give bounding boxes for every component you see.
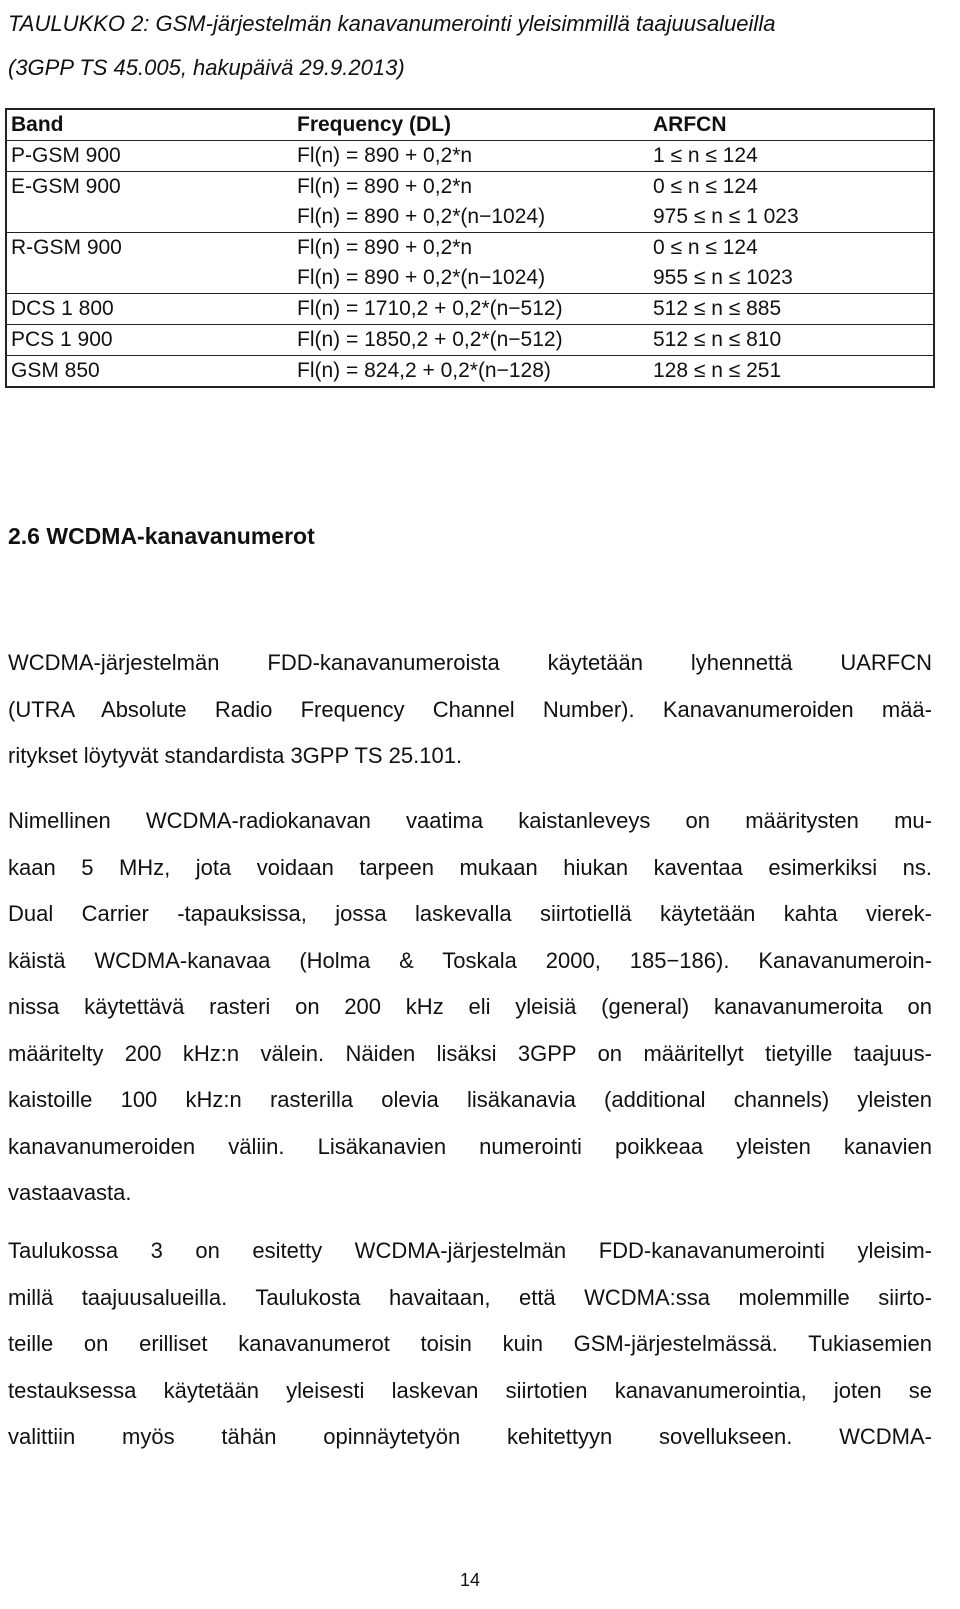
frequency-formula: Fl(n) = 890 + 0,2*n xyxy=(297,236,473,259)
paragraph-2 xyxy=(8,798,932,1217)
paragraph-1 xyxy=(8,640,932,780)
arfcn-cell xyxy=(649,233,934,294)
paragraph-line: kaistoille 100 kHz:n rasterilla olevia lisäkanavia (additional channels) yleisten xyxy=(8,1087,932,1112)
arfcn-range: 0 ≤ n ≤ 124 xyxy=(653,175,758,198)
frequency-cell xyxy=(293,294,649,325)
paragraph-line: (UTRA Absolute Radio Frequency Channel Number). Kanavanumeroiden mää- xyxy=(8,696,932,722)
paragraph-line: Nimellinen WCDMA-radiokanavan vaatima kaistanleveys on määritysten mu- xyxy=(8,808,932,833)
table-caption xyxy=(8,2,948,90)
arfcn-range: 975 ≤ n ≤ 1 023 xyxy=(653,205,799,228)
arfcn-cell xyxy=(649,141,934,172)
arfcn-cell xyxy=(649,294,934,325)
frequency-formula: Fl(n) = 890 + 0,2*(n−1024) xyxy=(297,205,546,228)
paragraph-line: valittiin myös tähän opinnäytetyön kehitettyyn sovellukseen. WCDMA- xyxy=(8,1424,932,1449)
table-row xyxy=(6,294,934,325)
table-row xyxy=(6,356,934,388)
frequency-formula: Fl(n) = 890 + 0,2*n xyxy=(297,144,473,167)
page-number: 14 xyxy=(459,1570,481,1590)
paragraph-line: millä taajuusalueilla. Taulukosta havaitaan, että WCDMA:ssa molemmille siirto- xyxy=(8,1284,932,1310)
frequency-formula: Fl(n) = 890 + 0,2*(n−1024) xyxy=(297,266,546,289)
table-row xyxy=(6,325,934,356)
header-arfcn: ARFCN xyxy=(653,113,727,136)
header-frequency: Frequency (DL) xyxy=(297,113,452,136)
frequency-formula: Fl(n) = 890 + 0,2*n xyxy=(297,175,473,198)
arfcn-cell xyxy=(649,172,934,233)
frequency-cell xyxy=(293,233,649,294)
frequency-cell xyxy=(293,356,649,388)
frequency-cell xyxy=(293,172,649,233)
band-cell: PCS 1 900 xyxy=(11,328,113,351)
table-header-row xyxy=(6,109,934,141)
arfcn-range: 512 ≤ n ≤ 885 xyxy=(653,297,782,320)
caption-line-2: (3GPP TS 45.005, hakupäivä 29.9.2013) xyxy=(8,55,405,80)
paragraph-line: vastaavasta. xyxy=(8,1180,132,1205)
arfcn-range: 1 ≤ n ≤ 124 xyxy=(653,144,758,167)
paragraph-3 xyxy=(8,1228,932,1461)
gsm-channel-table xyxy=(5,108,935,388)
caption-line-1: TAULUKKO 2: GSM-järjestelmän kanavanumerointi yleisimmillä taajuusalueilla xyxy=(8,11,776,36)
arfcn-range: 512 ≤ n ≤ 810 xyxy=(653,328,782,351)
header-band: Band xyxy=(11,113,64,136)
table-row xyxy=(6,233,934,294)
paragraph-line: WCDMA-järjestelmän FDD-kanavanumeroista käytetään lyhennettä UARFCN xyxy=(8,650,932,675)
band-cell: R-GSM 900 xyxy=(11,236,122,259)
band-cell: P-GSM 900 xyxy=(11,144,121,167)
paragraph-line: käistä WCDMA-kanavaa (Holma & Toskala 2000, 185−186). Kanavanumeroin- xyxy=(8,947,932,973)
frequency-formula: Fl(n) = 1850,2 + 0,2*(n−512) xyxy=(297,328,563,351)
paragraph-line: Taulukossa 3 on esitetty WCDMA-järjestelmän FDD-kanavanumerointi yleisim- xyxy=(8,1238,932,1263)
paragraph-line: testauksessa käytetään yleisesti laskevan siirtotien kanavanumerointia, joten se xyxy=(8,1377,932,1403)
table-row xyxy=(6,141,934,172)
paragraph-line: nissa käytettävä rasteri on 200 kHz eli yleisiä (general) kanavanumeroita on xyxy=(8,994,932,1019)
frequency-cell xyxy=(293,325,649,356)
table-row xyxy=(6,172,934,233)
paragraph-line: ritykset löytyvät standardista 3GPP TS 25.101. xyxy=(8,743,463,768)
paragraph-line: kaan 5 MHz, jota voidaan tarpeen mukaan hiukan kaventaa esimerkiksi ns. xyxy=(8,854,932,880)
band-cell: DCS 1 800 xyxy=(11,297,114,320)
arfcn-cell xyxy=(649,325,934,356)
band-cell: GSM 850 xyxy=(11,359,100,382)
band-cell: E-GSM 900 xyxy=(11,175,121,198)
paragraph-line: määritelty 200 kHz:n välein. Näiden lisäksi 3GPP on määritellyt tietyille taajuus- xyxy=(8,1040,932,1066)
paragraph-line: teille on erilliset kanavanumerot toisin kuin GSM-järjestelmässä. Tukiasemien xyxy=(8,1331,932,1356)
table-body xyxy=(6,141,934,388)
frequency-formula: Fl(n) = 824,2 + 0,2*(n−128) xyxy=(297,359,551,382)
arfcn-cell xyxy=(649,356,934,388)
frequency-formula: Fl(n) = 1710,2 + 0,2*(n−512) xyxy=(297,297,563,320)
paragraph-line: kanavanumeroiden väliin. Lisäkanavien numerointi poikkeaa yleisten kanavien xyxy=(8,1133,932,1159)
section-heading: 2.6 WCDMA-kanavanumerot xyxy=(8,523,315,549)
frequency-cell xyxy=(293,141,649,172)
arfcn-range: 955 ≤ n ≤ 1023 xyxy=(653,266,793,289)
arfcn-range: 0 ≤ n ≤ 124 xyxy=(653,236,758,259)
paragraph-line: Dual Carrier -tapauksissa, jossa laskevalla siirtotiellä käytetään kahta vierek- xyxy=(8,901,932,926)
arfcn-range: 128 ≤ n ≤ 251 xyxy=(653,359,782,382)
